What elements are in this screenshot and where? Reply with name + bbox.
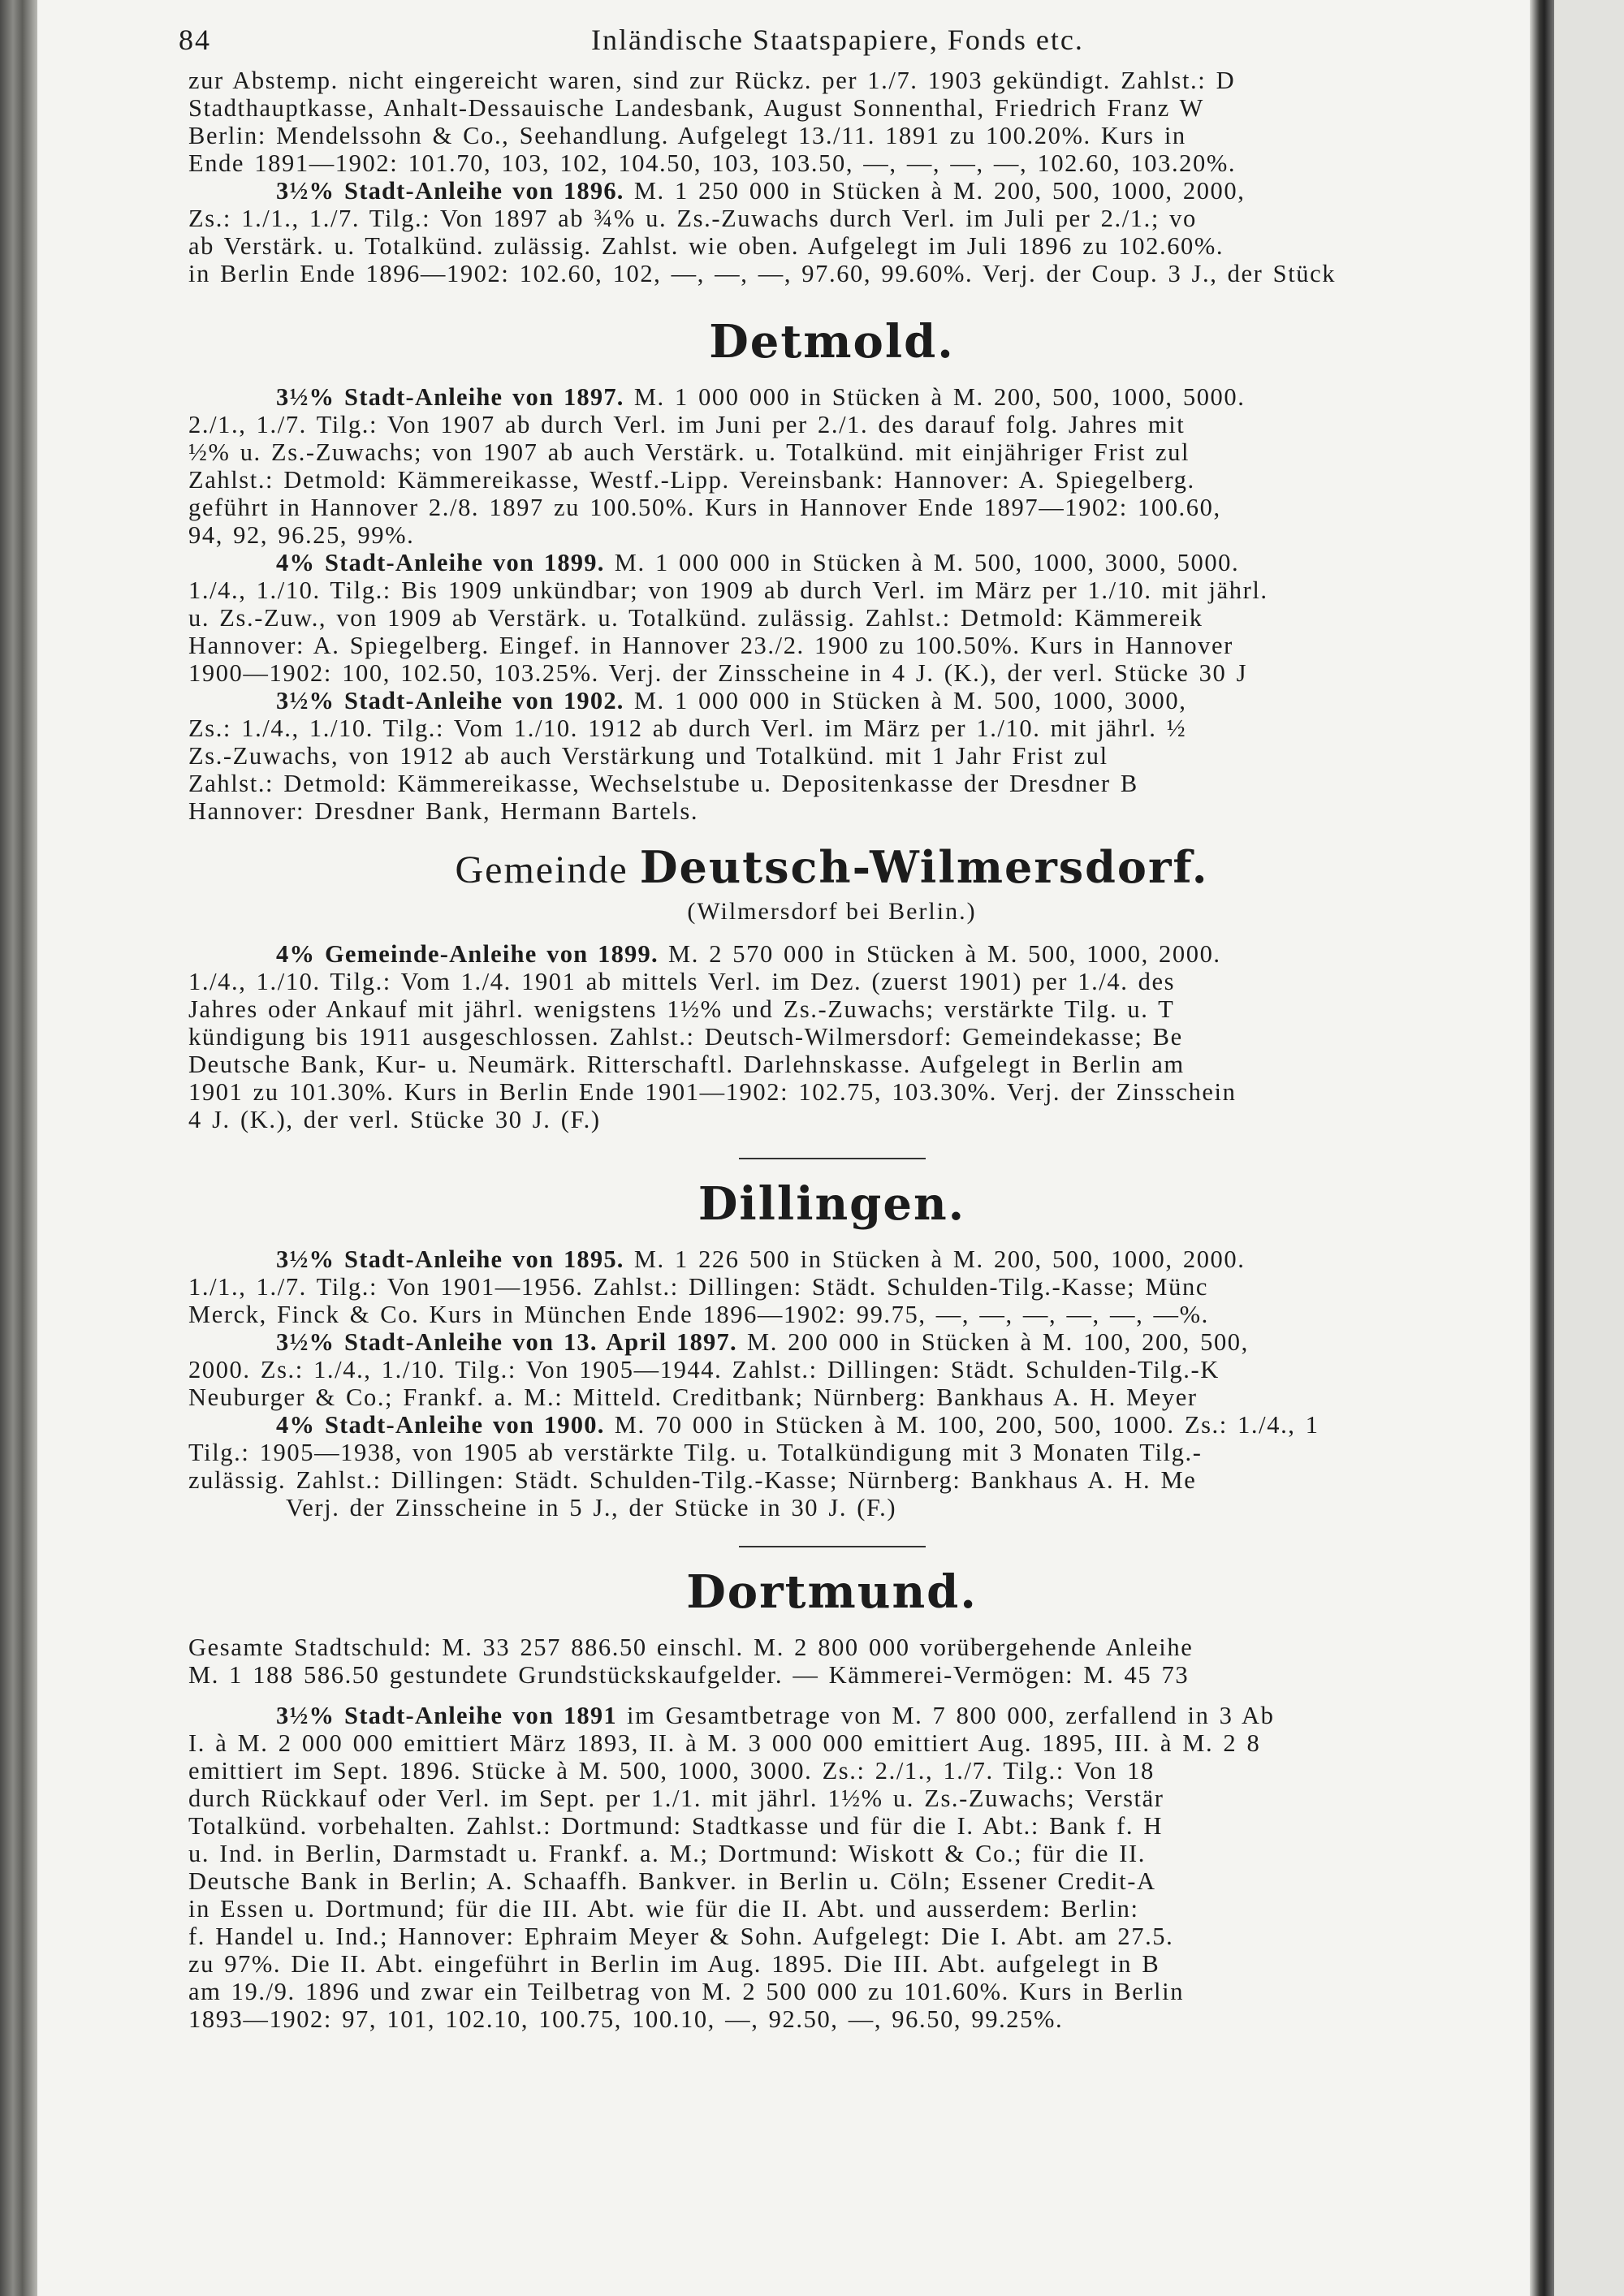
loan-details: im Gesamtbetrage von M. 7 800 000, zerfallend in 3 Ab bbox=[616, 1702, 1275, 1729]
loan-details: M. 70 000 in Stücken à M. 100, 200, 500, 1000. Zs.: 1./4., 1 bbox=[604, 1411, 1320, 1439]
loan-title: 4% Stadt-Anleihe von 1899. bbox=[276, 549, 605, 576]
section-title: Dillingen. bbox=[698, 1177, 966, 1231]
loan-entry-first-line bbox=[188, 1411, 1475, 1439]
loan-title: 3½% Stadt-Anleihe von 13. April 1897. bbox=[276, 1328, 737, 1356]
text-line: ½% u. Zs.-Zuwachs; von 1907 ab auch Verstärk. u. Totalkünd. mit einjähriger Frist zul bbox=[188, 438, 1190, 466]
loan-details: M. 1 226 500 in Stücken à M. 200, 500, 1000, 2000. bbox=[624, 1245, 1246, 1273]
text-line: Zs.: 1./4., 1./10. Tilg.: Vom 1./10. 1912 ab durch Verl. im März per 1./10. mit jährl. ½ bbox=[188, 714, 1187, 742]
text-line: ab Verstärk. u. Totalkünd. zulässig. Zahlst. wie oben. Aufgelegt im Juli 1896 zu 102.60%. bbox=[188, 232, 1224, 260]
text-line: u. Ind. in Berlin, Darmstadt u. Frankf. a. M.; Dortmund: Wiskott & Co.; für die II. bbox=[188, 1840, 1146, 1867]
loan-details: M. 200 000 in Stücken à M. 100, 200, 500, bbox=[736, 1328, 1249, 1356]
text-line: Ende 1891—1902: 101.70, 103, 102, 104.50, 103, 103.50, —, —, —, —, 102.60, 103.20%. bbox=[188, 149, 1237, 177]
text-line: 4 J. (K.), der verl. Stücke 30 J. (F.) bbox=[188, 1106, 601, 1133]
section-divider bbox=[739, 1158, 926, 1159]
text-line: 1893—1902: 97, 101, 102.10, 100.75, 100.10, —, 92.50, —, 96.50, 99.25%. bbox=[188, 2005, 1064, 2033]
loan-entry-first-line bbox=[188, 1702, 1475, 1729]
text-line: f. Handel u. Ind.; Hannover: Ephraim Meyer & Sohn. Aufgelegt: Die I. Abt. am 27.5. bbox=[188, 1923, 1174, 1950]
section-title-prefix: Gemeinde bbox=[455, 848, 640, 891]
text-line: zu 97%. Die II. Abt. eingeführt in Berlin im Aug. 1895. Die III. Abt. aufgelegt in B bbox=[188, 1950, 1160, 1978]
text-line: Merck, Finck & Co. Kurs in München Ende 1896—1902: 99.75, —, —, —, —, —, —%. bbox=[188, 1301, 1209, 1328]
text-line: Zahlst.: Detmold: Kämmereikasse, Wechselstube u. Depositenkasse der Dresdner B bbox=[188, 770, 1138, 797]
loan-entry-first-line bbox=[188, 1245, 1475, 1273]
loan-entry-first-line bbox=[188, 549, 1475, 576]
text-line: Deutsche Bank, Kur- u. Neumärk. Ritterschaftl. Darlehnskasse. Aufgelegt in Berlin am bbox=[188, 1051, 1185, 1078]
text-line: 1900—1902: 100, 102.50, 103.25%. Verj. der Zinsscheine in 4 J. (K.), der verl. Stücke 30 J bbox=[188, 659, 1248, 687]
loan-title: 3½% Stadt-Anleihe von 1891 bbox=[276, 1702, 617, 1729]
loan-title: 3½% Stadt-Anleihe von 1897. bbox=[276, 383, 624, 411]
text-line: in Essen u. Dortmund; für die III. Abt. wie für die II. Abt. und ausserdem: Berlin: bbox=[188, 1895, 1139, 1923]
text-line: Zahlst.: Detmold: Kämmereikasse, Westf.-Lipp. Vereinsbank: Hannover: A. Spiegelberg. bbox=[188, 466, 1195, 494]
section-title bbox=[188, 841, 1475, 893]
text-line: 1./4., 1./10. Tilg.: Vom 1./4. 1901 ab mittels Verl. im Dez. (zuerst 1901) per 1./4. des bbox=[188, 968, 1176, 995]
loan-details: M. 1 000 000 in Stücken à M. 200, 500, 1000, 5000. bbox=[624, 383, 1246, 411]
text-line: 2./1., 1./7. Tilg.: Von 1907 ab durch Verl. im Juni per 2./1. des darauf folg. Jahres mit bbox=[188, 411, 1186, 438]
page-header bbox=[179, 18, 1475, 67]
loan-details: M. 1 000 000 in Stücken à M. 500, 1000, 3000, bbox=[624, 687, 1187, 714]
loan-details: M. 1 250 000 in Stücken à M. 200, 500, 1000, 2000, bbox=[624, 177, 1246, 205]
text-line: Tilg.: 1905—1938, von 1905 ab verstärkte Tilg. u. Totalkündigung mit 3 Monaten Tilg.- bbox=[188, 1439, 1203, 1466]
text-line: I. à M. 2 000 000 emittiert März 1893, II. à M. 3 000 000 emittiert Aug. 1895, III. à M. 2 8 bbox=[188, 1729, 1261, 1757]
text-line: zulässig. Zahlst.: Dillingen: Städt. Schulden-Tilg.-Kasse; Nürnberg: Bankhaus A. H. Me bbox=[188, 1466, 1197, 1494]
running-title: Inländische Staatspapiere, Fonds etc. bbox=[591, 24, 1084, 56]
text-line: geführt in Hannover 2./8. 1897 zu 100.50%. Kurs in Hannover Ende 1897—1902: 100.60, bbox=[188, 494, 1221, 521]
loan-title: 3½% Stadt-Anleihe von 1896. bbox=[276, 177, 624, 205]
text-line: 2000. Zs.: 1./4., 1./10. Tilg.: Von 1905—1944. Zahlst.: Dillingen: Städt. Schulden-Tilg.-K bbox=[188, 1356, 1220, 1383]
text-line: am 19./9. 1896 und zwar ein Teilbetrag von M. 2 500 000 zu 101.60%. Kurs in Berlin bbox=[188, 1978, 1185, 2005]
text-line: 1901 zu 101.30%. Kurs in Berlin Ende 1901—1902: 102.75, 103.30%. Verj. der Zinsschein bbox=[188, 1078, 1237, 1106]
text-line: kündigung bis 1911 ausgeschlossen. Zahlst.: Deutsch-Wilmersdorf: Gemeindekasse; Be bbox=[188, 1023, 1183, 1051]
text-line: 1./1., 1./7. Tilg.: Von 1901—1956. Zahlst.: Dillingen: Städt. Schulden-Tilg.-Kasse; Münc bbox=[188, 1273, 1208, 1301]
intro-section bbox=[188, 67, 1475, 287]
page-number: 84 bbox=[179, 24, 211, 56]
page-content bbox=[179, 18, 1475, 2283]
section-dortmund bbox=[188, 1565, 1475, 2033]
text-line: zur Abstemp. nicht eingereicht waren, sind zur Rückz. per 1./7. 1903 gekündigt. Zahlst.: D bbox=[188, 67, 1236, 94]
loan-title: 3½% Stadt-Anleihe von 1895. bbox=[276, 1245, 624, 1273]
loan-title: 3½% Stadt-Anleihe von 1902. bbox=[276, 687, 624, 714]
section-title: Dortmund. bbox=[686, 1565, 978, 1619]
loan-title: 4% Gemeinde-Anleihe von 1899. bbox=[276, 940, 659, 968]
loan-entry-first-line bbox=[188, 383, 1475, 411]
section-title: Detmold. bbox=[709, 315, 955, 369]
text-line: Jahres oder Ankauf mit jährl. wenigstens 1½% und Zs.-Zuwachs; verstärkte Tilg. u. T bbox=[188, 995, 1175, 1023]
text-line: Zs.: 1./1., 1./7. Tilg.: Von 1897 ab ¾% u. Zs.-Zuwachs durch Verl. im Juli per 2./1.; vo bbox=[188, 205, 1197, 232]
section-divider bbox=[739, 1546, 926, 1547]
loan-entry-first-line bbox=[188, 687, 1475, 714]
section-detmold bbox=[188, 315, 1475, 825]
loan-entry-first-line bbox=[188, 177, 1475, 205]
text-line: emittiert im Sept. 1896. Stücke à M. 500, 1000, 3000. Zs.: 2./1., 1./7. Tilg.: Von 18 bbox=[188, 1757, 1155, 1785]
text-line: Zs.-Zuwachs, von 1912 ab auch Verstärkung und Totalkünd. mit 1 Jahr Frist zul bbox=[188, 742, 1108, 770]
text-line: Berlin: Mendelssohn & Co., Seehandlung. Aufgelegt 13./11. 1891 zu 100.20%. Kurs in bbox=[188, 122, 1186, 149]
section-dillingen bbox=[188, 1177, 1475, 1547]
loan-details: M. 1 000 000 in Stücken à M. 500, 1000, 3000, 5000. bbox=[604, 549, 1240, 576]
text-line: Stadthauptkasse, Anhalt-Dessauische Landesbank, August Sonnenthal, Friedrich Franz W bbox=[188, 94, 1204, 122]
text-line: 94, 92, 96.25, 99%. bbox=[188, 521, 415, 549]
loan-entry-first-line bbox=[188, 1328, 1475, 1356]
text-line: Totalkünd. vorbehalten. Zahlst.: Dortmund: Stadtkasse und für die I. Abt.: Bank f. H bbox=[188, 1812, 1164, 1840]
text-line: Hannover: A. Spiegelberg. Eingef. in Hannover 23./2. 1900 zu 100.50%. Kurs in Hannover bbox=[188, 632, 1233, 659]
text-line: Deutsche Bank in Berlin; A. Schaaffh. Bankver. in Berlin u. Cöln; Essener Credit-A bbox=[188, 1867, 1156, 1895]
loan-entry-first-line bbox=[188, 940, 1475, 968]
section-deutsch-wilmersdorf bbox=[188, 841, 1475, 1159]
loan-details: M. 2 570 000 in Stücken à M. 500, 1000, 2000. bbox=[658, 940, 1221, 968]
section-title-main: Deutsch-Wilmersdorf. bbox=[639, 841, 1209, 893]
text-line: u. Zs.-Zuw., von 1909 ab Verstärk. u. Totalkünd. zulässig. Zahlst.: Detmold: Kämmereik bbox=[188, 604, 1203, 632]
text-line: in Berlin Ende 1896—1902: 102.60, 102, —, —, —, 97.60, 99.60%. Verj. der Coup. 3 J., der Stück bbox=[188, 260, 1337, 287]
text-line: Hannover: Dresdner Bank, Hermann Bartels. bbox=[188, 797, 699, 825]
book-spine bbox=[0, 0, 37, 2296]
section-subtitle: (Wilmersdorf bei Berlin.) bbox=[687, 898, 977, 925]
text-line: Verj. der Zinsscheine in 5 J., der Stücke in 30 J. (F.) bbox=[286, 1494, 897, 1521]
text-line: 1./4., 1./10. Tilg.: Bis 1909 unkündbar; von 1909 ab durch Verl. im März per 1./10. mit jährl. bbox=[188, 576, 1268, 604]
loan-title: 4% Stadt-Anleihe von 1900. bbox=[276, 1411, 605, 1439]
text-line: M. 1 188 586.50 gestundete Grundstückskaufgelder. — Kämmerei-Vermögen: M. 45 73 bbox=[188, 1661, 1190, 1689]
page-edge-shadow bbox=[1530, 0, 1554, 2296]
text-line: Neuburger & Co.; Frankf. a. M.: Mitteld. Creditbank; Nürnberg: Bankhaus A. H. Meyer bbox=[188, 1383, 1198, 1411]
adjacent-page-strip bbox=[1554, 0, 1624, 2296]
text-line: Gesamte Stadtschuld: M. 33 257 886.50 einschl. M. 2 800 000 vorübergehende Anleihe bbox=[188, 1634, 1194, 1661]
text-line: durch Rückkauf oder Verl. im Sept. per 1./1. mit jährl. 1½% u. Zs.-Zuwachs; Verstär bbox=[188, 1785, 1164, 1812]
